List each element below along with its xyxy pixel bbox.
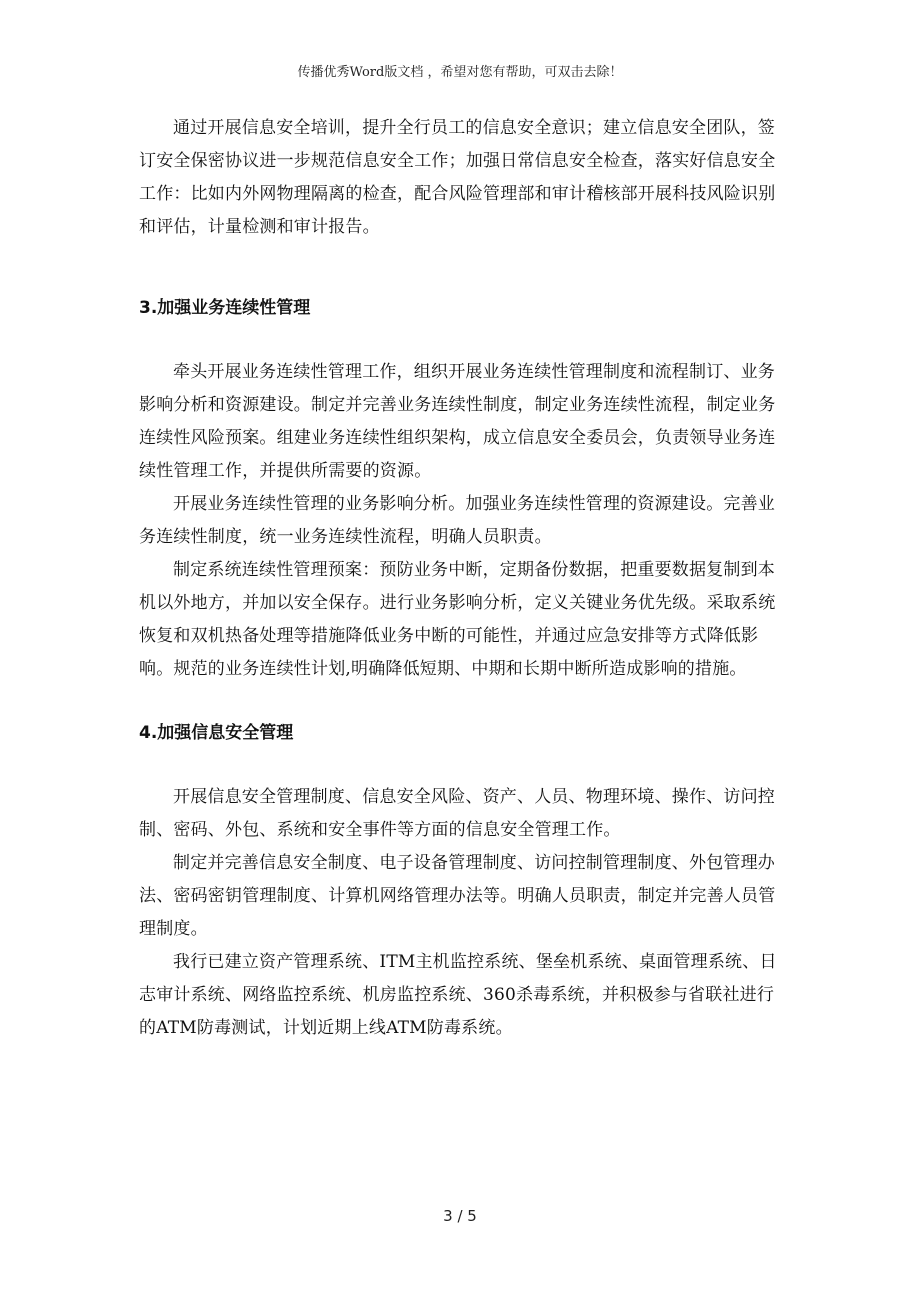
paragraph-is-2: 制定并完善信息安全制度、电子设备管理制度、访问控制管理制度、外包管理办法、密码密钥管理制度、计算机网络管理办法等。明确人员职责，制定并完善人员管理制度。	[139, 853, 776, 939]
section-heading-info-security: 4.加强信息安全管理	[139, 723, 294, 743]
spacer	[139, 750, 787, 781]
spacer	[139, 325, 787, 356]
page-number: 3 / 5	[443, 1207, 477, 1225]
spacer	[139, 244, 787, 292]
page-header: 传播优秀Word版文档 ，希望对您有帮助，可双击去除！	[297, 65, 623, 80]
paragraph-is-1: 开展信息安全管理制度、信息安全风险、资产、人员、物理环境、操作、访问控制、密码、外包、系统和安全事件等方面的信息安全管理工作。	[139, 787, 775, 840]
paragraph-is-3: 我行已建立资产管理系统、ITM主机监控系统、堡垒机系统、桌面管理系统、日志审计系统、网络监控系统、机房监控系统、360杀毒系统，并积极参与省联社进行的ATM防毒测试，计划近期上线ATM防毒系统。	[139, 952, 777, 1038]
document-body	[139, 112, 787, 1045]
paragraph-bc-3: 制定系统连续性管理预案：预防业务中断，定期备份数据，把重要数据复制到本机以外地方，并加以安全保存。进行业务影响分析，定义关键业务优先级。采取系统恢复和双机热备处理等措施降低业务中断的可能性，并通过应急安排等方式降低影响。规范的业务连续性计划,明确降低短期、中期和长期中断所造成影响的措施。	[139, 560, 776, 679]
paragraph-bc-2: 开展业务连续性管理的业务影响分析。加强业务连续性管理的资源建设。完善业务连续性制度，统一业务连续性流程，明确人员职责。	[139, 494, 775, 547]
paragraph-security-training: 通过开展信息安全培训，提升全行员工的信息安全意识；建立信息安全团队，签订安全保密协议进一步规范信息安全工作；加强日常信息安全检查，落实好信息安全工作：比如内外网物理隔离的检查，配合风险管理部和审计稽核部开展科技风险识别和评估，计量检测和审计报告。	[139, 118, 776, 237]
section-heading-business-continuity: 3.加强业务连续性管理	[139, 298, 311, 318]
paragraph-bc-1: 牵头开展业务连续性管理工作，组织开展业务连续性管理制度和流程制订、业务影响分析和资源建设。制定并完善业务连续性制度，制定业务连续性流程，制定业务连续性风险预案。组建业务连续性组织架构，成立信息安全委员会，负责领导业务连续性管理工作，并提供所需要的资源。	[139, 362, 776, 481]
spacer	[139, 686, 787, 717]
